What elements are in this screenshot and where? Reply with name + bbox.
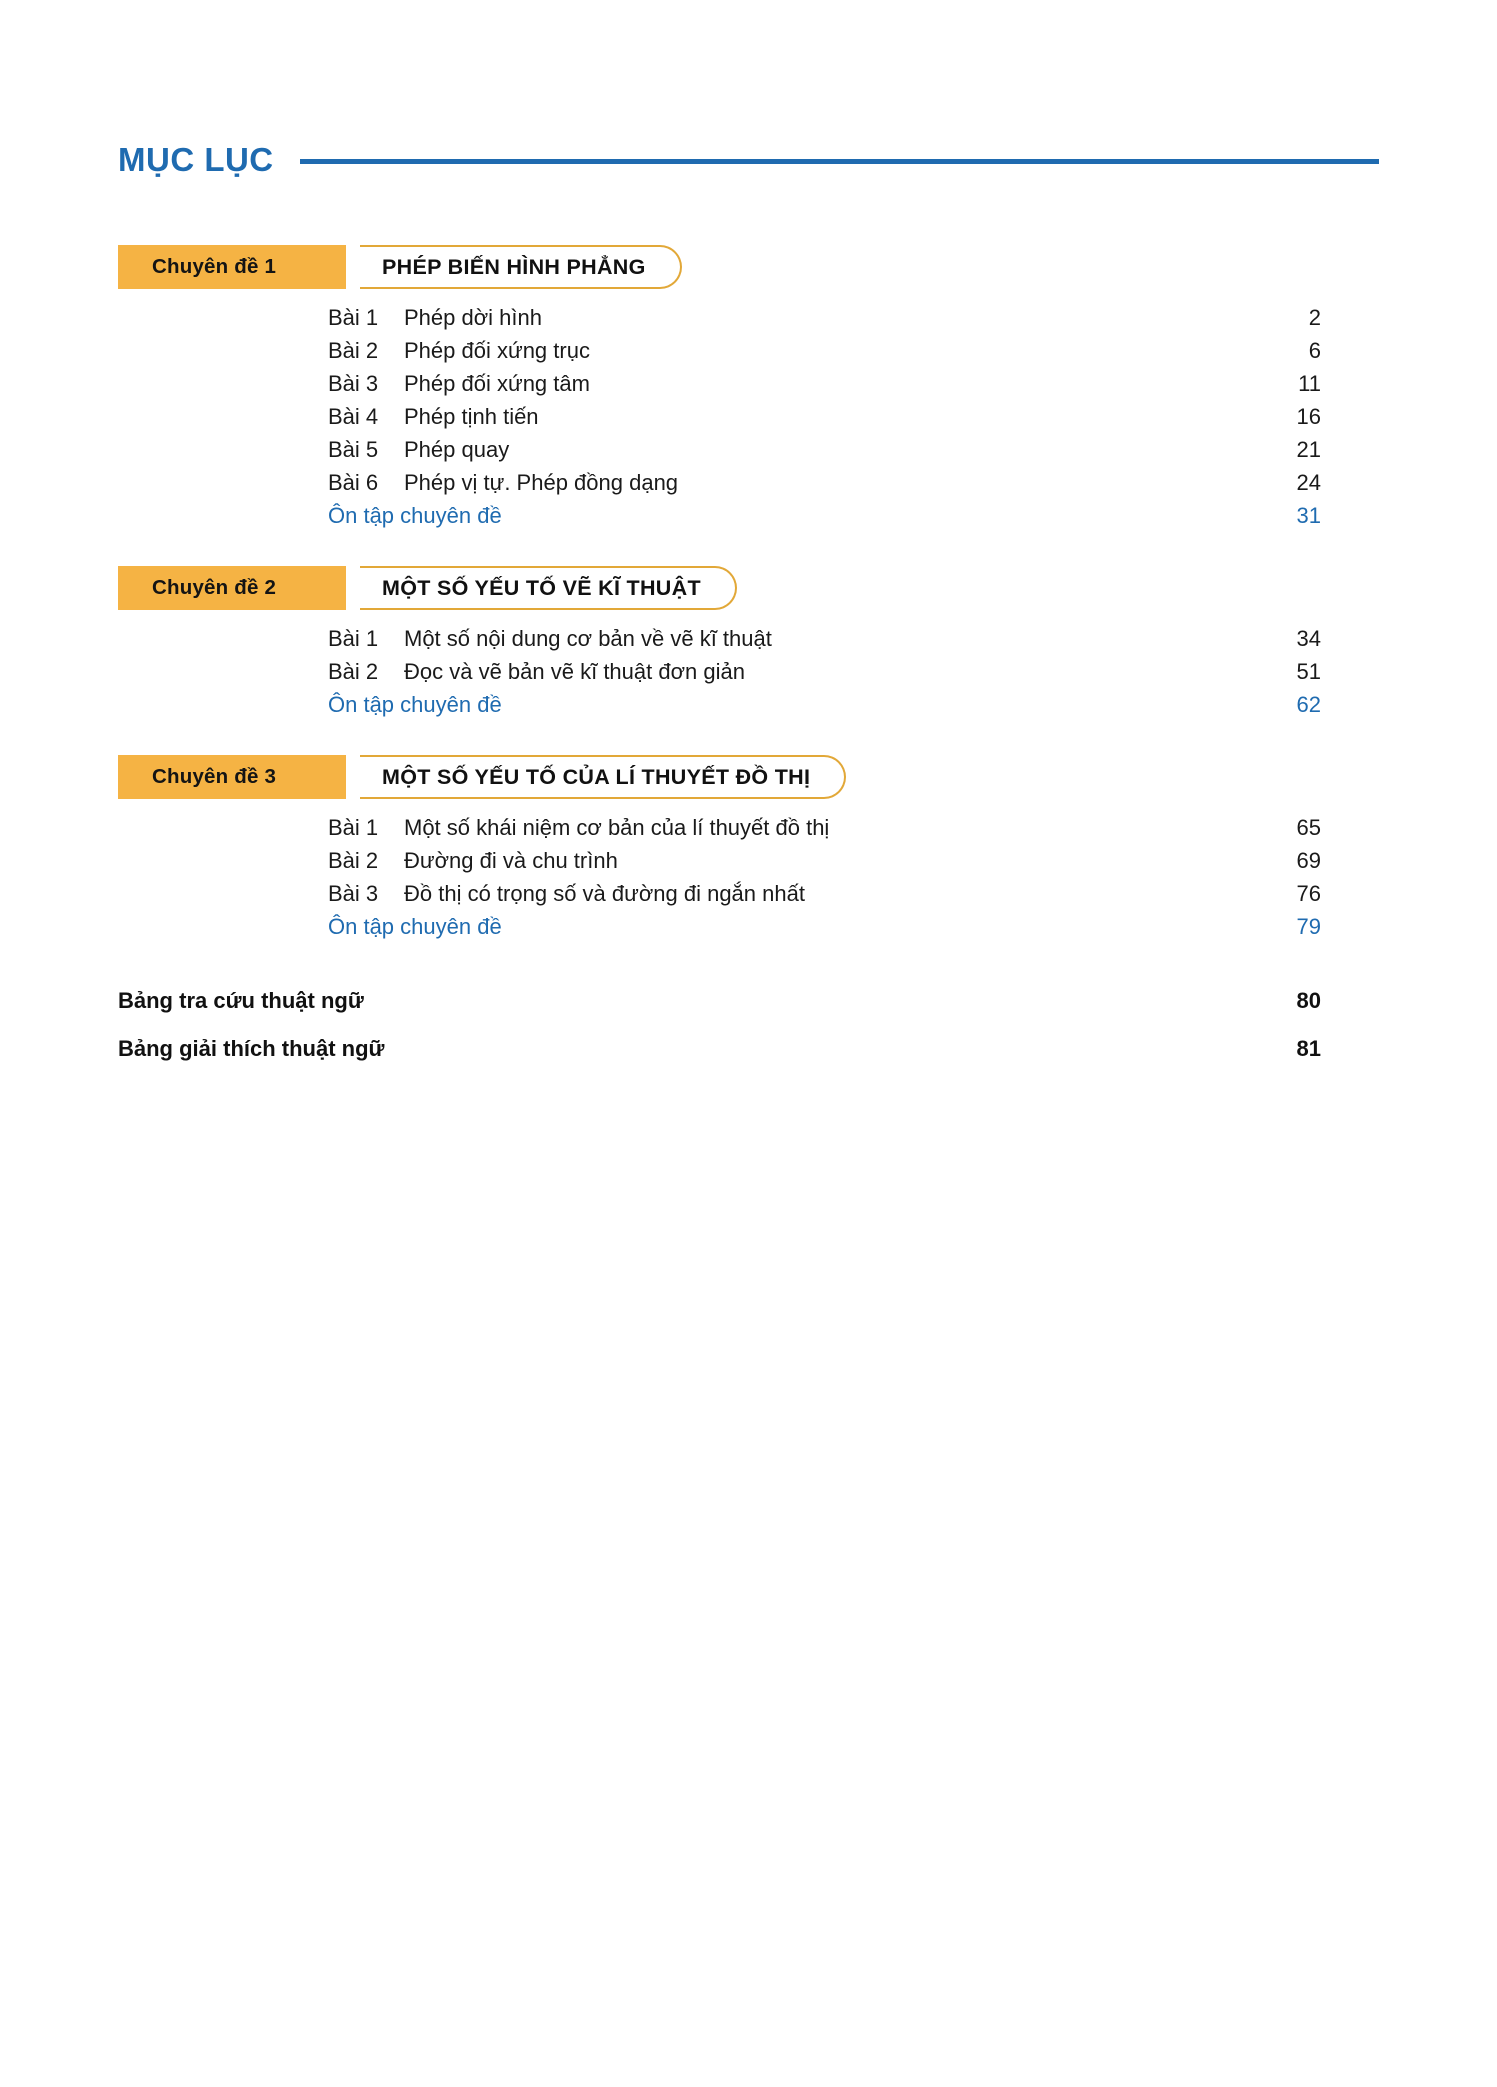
lesson-label xyxy=(328,814,1251,840)
lesson-page: 24 xyxy=(1296,469,1321,495)
appendix-label: Bảng giải thích thuật ngữ xyxy=(118,1036,385,1061)
list-item[interactable] xyxy=(328,844,1379,877)
lesson-list-3 xyxy=(118,811,1379,943)
lesson-code: Bài 1 xyxy=(328,625,379,651)
lesson-code: Bài 1 xyxy=(328,304,379,330)
appendix-list xyxy=(118,977,1379,1073)
chapter-block-1 xyxy=(118,245,1379,532)
list-item[interactable] xyxy=(328,334,1379,367)
list-item[interactable] xyxy=(328,811,1379,844)
lesson-name: Một số nội dung cơ bản về vẽ kĩ thuật xyxy=(404,625,772,651)
list-item[interactable] xyxy=(328,367,1379,400)
lesson-page: 76 xyxy=(1296,880,1321,906)
chapter-title-box-2 xyxy=(360,566,737,610)
lesson-name: Đọc và vẽ bản vẽ kĩ thuật đơn giản xyxy=(404,658,745,684)
page-title: MỤC LỤC xyxy=(118,141,274,178)
lesson-label xyxy=(328,625,1251,651)
review-label: Ôn tập chuyên đề xyxy=(328,913,502,939)
appendix-item-glossary-index[interactable] xyxy=(118,977,1379,1025)
lesson-page: 34 xyxy=(1296,625,1321,651)
lesson-label xyxy=(328,658,1251,684)
list-item[interactable] xyxy=(328,877,1379,910)
lesson-page: 51 xyxy=(1296,658,1321,684)
list-item[interactable] xyxy=(328,622,1379,655)
chapter-title-box-1 xyxy=(360,245,682,289)
list-item[interactable] xyxy=(328,466,1379,499)
review-page: 31 xyxy=(1296,502,1321,528)
chapter-block-3 xyxy=(118,755,1379,943)
lesson-name: Đồ thị có trọng số và đường đi ngắn nhất xyxy=(404,880,805,906)
lesson-code: Bài 2 xyxy=(328,847,379,873)
lesson-name: Một số khái niệm cơ bản của lí thuyết đồ thị xyxy=(404,814,830,840)
chapter-review-link[interactable] xyxy=(328,499,1379,532)
lesson-code: Bài 6 xyxy=(328,469,379,495)
list-item[interactable] xyxy=(328,433,1379,466)
lesson-name: Đường đi và chu trình xyxy=(404,847,618,873)
lesson-page: 6 xyxy=(1308,337,1321,363)
toc-body xyxy=(118,245,1379,1073)
lesson-label xyxy=(328,403,1251,429)
lesson-code: Bài 3 xyxy=(328,370,379,396)
list-item[interactable] xyxy=(328,301,1379,334)
chapter-title-1: PHÉP BIẾN HÌNH PHẲNG xyxy=(382,254,646,279)
list-item[interactable] xyxy=(328,655,1379,688)
lesson-page: 2 xyxy=(1308,304,1321,330)
chapter-badge-1: Chuyên đề 1 xyxy=(118,245,346,289)
chapter-review-link[interactable] xyxy=(328,910,1379,943)
lesson-label xyxy=(328,880,1251,906)
list-item[interactable] xyxy=(328,400,1379,433)
chapter-title-2: MỘT SỐ YẾU TỐ VẼ KĨ THUẬT xyxy=(382,575,701,600)
lesson-code: Bài 5 xyxy=(328,436,379,462)
header-rule xyxy=(300,159,1379,164)
chapter-badge-3: Chuyên đề 3 xyxy=(118,755,346,799)
chapter-header-3 xyxy=(118,755,1379,799)
lesson-page: 65 xyxy=(1296,814,1321,840)
lesson-list-1 xyxy=(118,301,1379,532)
lesson-page: 21 xyxy=(1296,436,1321,462)
review-page: 79 xyxy=(1296,913,1321,939)
lesson-name: Phép đối xứng trục xyxy=(404,337,590,363)
appendix-page: 80 xyxy=(1296,988,1321,1013)
lesson-code: Bài 2 xyxy=(328,658,379,684)
lesson-label xyxy=(328,337,1251,363)
page-header xyxy=(118,143,1379,176)
lesson-label xyxy=(328,847,1251,873)
lesson-name: Phép đối xứng tâm xyxy=(404,370,590,396)
lesson-name: Phép quay xyxy=(404,436,510,462)
review-label: Ôn tập chuyên đề xyxy=(328,691,502,717)
chapter-header-2 xyxy=(118,566,1379,610)
lesson-name: Phép vị tự. Phép đồng dạng xyxy=(404,469,679,495)
lesson-name: Phép tịnh tiến xyxy=(404,403,539,429)
lesson-page: 69 xyxy=(1296,847,1321,873)
lesson-label xyxy=(328,469,1251,495)
lesson-page: 11 xyxy=(1298,370,1321,396)
chapter-title-3: MỘT SỐ YẾU TỐ CỦA LÍ THUYẾT ĐỒ THỊ xyxy=(382,764,811,789)
lesson-code: Bài 1 xyxy=(328,814,379,840)
chapter-badge-2: Chuyên đề 2 xyxy=(118,566,346,610)
lesson-label xyxy=(328,304,1251,330)
review-label: Ôn tập chuyên đề xyxy=(328,502,502,528)
lesson-code: Bài 4 xyxy=(328,403,379,429)
review-page: 62 xyxy=(1296,691,1321,717)
chapter-header-1 xyxy=(118,245,1379,289)
appendix-item-glossary-explanation[interactable] xyxy=(118,1025,1379,1073)
chapter-title-box-3 xyxy=(360,755,846,799)
lesson-name: Phép dời hình xyxy=(404,304,542,330)
lesson-label xyxy=(328,436,1251,462)
lesson-code: Bài 3 xyxy=(328,880,379,906)
chapter-block-2 xyxy=(118,566,1379,721)
appendix-page: 81 xyxy=(1296,1036,1321,1061)
appendix-label: Bảng tra cứu thuật ngữ xyxy=(118,988,364,1013)
lesson-label xyxy=(328,370,1251,396)
lesson-code: Bài 2 xyxy=(328,337,379,363)
chapter-review-link[interactable] xyxy=(328,688,1379,721)
lesson-page: 16 xyxy=(1296,403,1321,429)
lesson-list-2 xyxy=(118,622,1379,721)
